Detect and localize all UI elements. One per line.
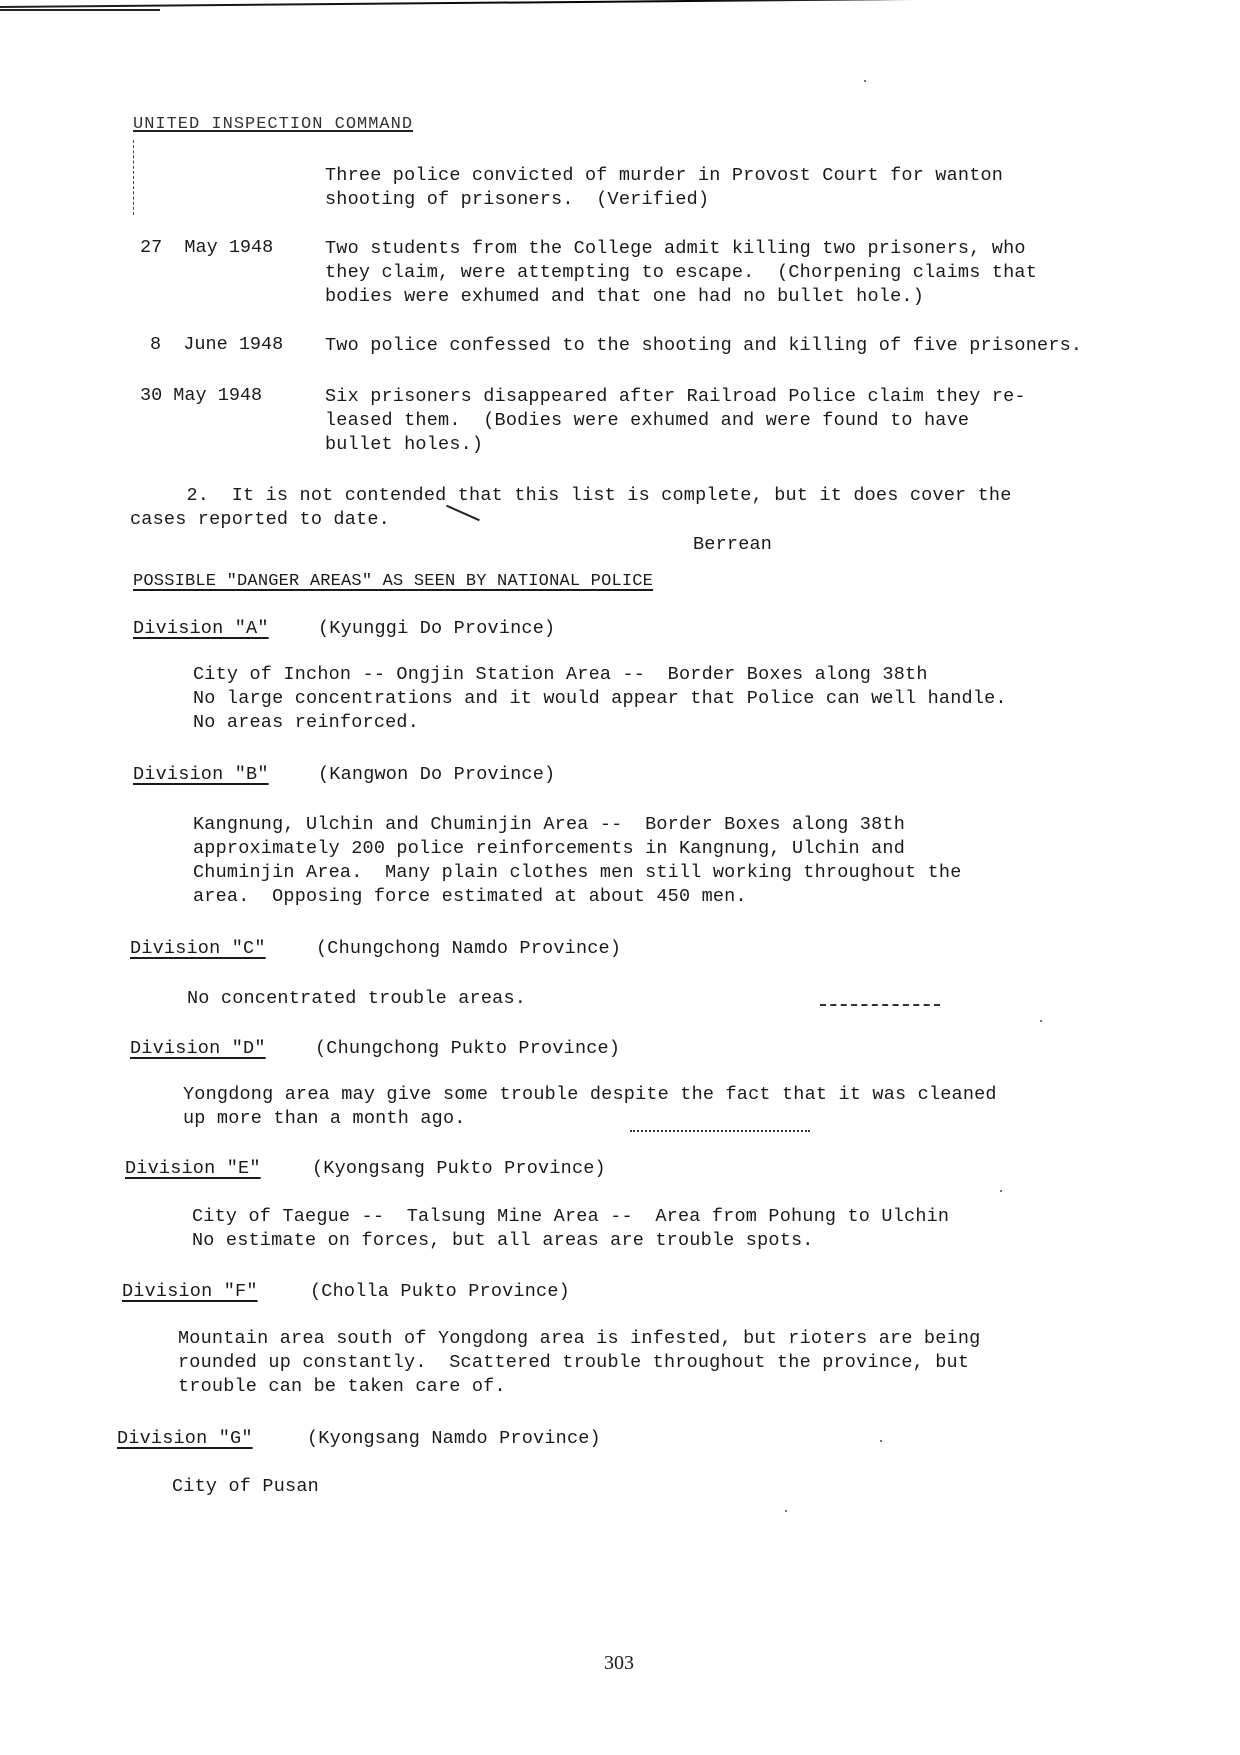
division-text: City of Taegue -- Talsung Mine Area -- Area from Pohung to Ulchin (192, 1206, 950, 1227)
division-text: No large concentrations and it would appear that Police can well handle. (193, 688, 1007, 709)
division-text: Kangnung, Ulchin and Chuminjin Area -- Border Boxes along 38th (193, 814, 906, 835)
division-text: No estimate on forces, but all areas are trouble spots. (192, 1230, 814, 1251)
division-text: Mountain area south of Yongdong area is infested, but rioters are being (178, 1328, 981, 1349)
division-province: (Kyongsang Namdo Province) (307, 1428, 601, 1449)
incident-date: 30 May 1948 (140, 385, 263, 406)
division-province: (Kyongsang Pukto Province) (312, 1158, 606, 1179)
division-text: City of Pusan (172, 1476, 319, 1497)
incident-text: shooting of prisoners. (Verified) (325, 189, 710, 210)
scan-speck (1040, 1020, 1042, 1022)
division-province: (Cholla Pukto Province) (310, 1281, 570, 1302)
incident-date: 27 May 1948 (140, 237, 274, 258)
scan-speck (864, 80, 866, 82)
incident-text: Three police convicted of murder in Provost Court for wanton (325, 165, 1004, 186)
division-text: trouble can be taken care of. (178, 1376, 506, 1397)
incident-text: Two students from the College admit killing two prisoners, who (325, 238, 1026, 259)
incident-text: bullet holes.) (325, 434, 484, 455)
scan-edge-line (0, 0, 930, 8)
division-label: Division "C" (130, 938, 266, 959)
incident-text: they claim, were attempting to escape. (Chorpening claims that (325, 262, 1038, 283)
margin-mark (133, 140, 135, 215)
signature: Berrean (693, 534, 773, 555)
division-province: (Chungchong Pukto Province) (315, 1038, 621, 1059)
division-label: Division "F" (122, 1281, 258, 1302)
scan-edge-line (0, 9, 160, 11)
division-text: No areas reinforced. (193, 712, 420, 733)
incident-text: bodies were exhumed and that one had no bullet hole.) (325, 286, 924, 307)
incident-text: Two police confessed to the shooting and killing of five prisoners. (325, 335, 1083, 356)
division-province: (Kyunggi Do Province) (318, 618, 556, 639)
division-province: (Chungchong Namdo Province) (316, 938, 622, 959)
incident-text: Six prisoners disappeared after Railroad Police claim they re- (325, 386, 1026, 407)
division-label: Division "D" (130, 1038, 266, 1059)
paragraph-text: 2. It is not contended that this list is complete, but it does cover the (130, 485, 1012, 506)
scan-speck (1000, 1190, 1002, 1192)
division-text: area. Opposing force estimated at about 450 men. (193, 886, 747, 907)
scan-speck (785, 1510, 787, 1512)
incident-date: 8 June 1948 (150, 334, 284, 355)
division-text: rounded up constantly. Scattered trouble throughout the province, but (178, 1352, 970, 1373)
division-text: Yongdong area may give some trouble despite the fact that it was cleaned (183, 1084, 997, 1105)
division-label: Division "B" (133, 764, 269, 785)
division-label: Division "E" (125, 1158, 261, 1179)
division-text: up more than a month ago. (183, 1108, 466, 1129)
division-text: No concentrated trouble areas. (187, 988, 527, 1009)
division-text: Chuminjin Area. Many plain clothes men still working throughout the (193, 862, 962, 883)
division-province: (Kangwon Do Province) (318, 764, 556, 785)
cut-off-header: UNITED INSPECTION COMMAND (133, 112, 413, 132)
division-text: approximately 200 police reinforcements in Kangnung, Ulchin and (193, 838, 906, 859)
paragraph-text: cases reported to date. (130, 509, 390, 530)
division-text: City of Inchon -- Ongjin Station Area -- Border Boxes along 38th (193, 664, 928, 685)
scan-speck (880, 1440, 882, 1442)
section-title: POSSIBLE "DANGER AREAS" AS SEEN BY NATIONAL POLICE (133, 572, 654, 591)
scan-dash-mark (820, 1004, 940, 1006)
page-number: 303 (604, 1652, 634, 1674)
incident-text: leased them. (Bodies were exhumed and were found to have (325, 410, 970, 431)
scan-dash-mark (630, 1130, 810, 1132)
division-label: Division "G" (117, 1428, 253, 1449)
division-label: Division "A" (133, 618, 269, 639)
